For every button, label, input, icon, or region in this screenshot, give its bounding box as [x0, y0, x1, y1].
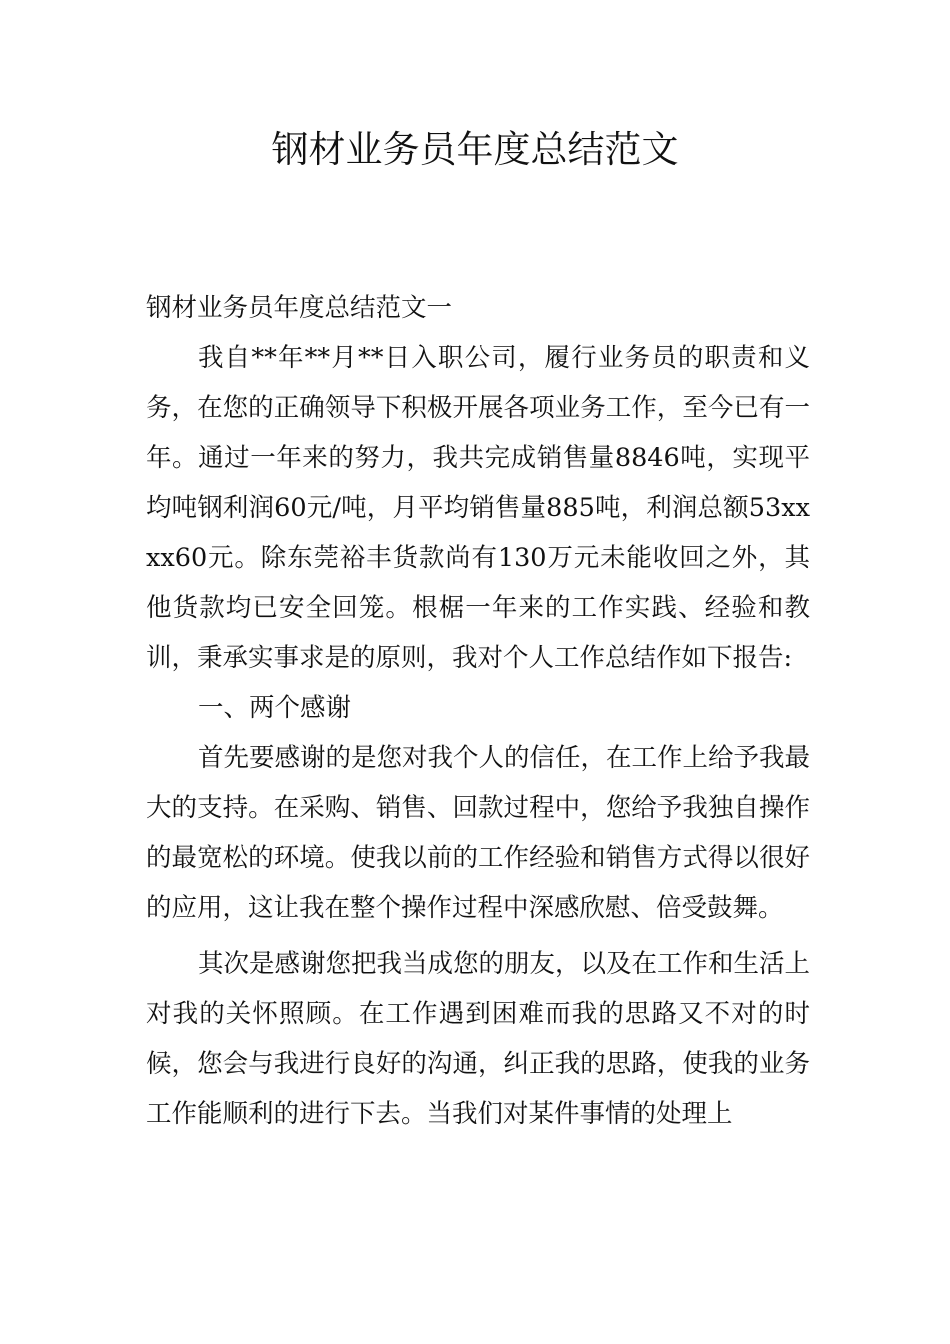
section-heading-thanks: 一、两个感谢	[198, 693, 352, 723]
paragraph-first-thanks: 首先要感谢的是您对我个人的信任，在工作上给予我最大的支持。在采购、销售、回款过程中，您给予我独自操作的最宽松的环境。使我以前的工作经验和销售方式得以很好的应用，这让我在整个操作过程中深感欣慰、倍受鼓舞。	[146, 743, 811, 923]
paragraph-second-thanks: 其次是感谢您把我当成您的朋友，以及在工作和生活上对我的关怀照顾。在工作遇到困难而我的思路又不对的时候，您会与我进行良好的沟通，纠正我的思路，使我的业务工作能顺利的进行下去。当我们对某件事情的处理上	[146, 949, 811, 1129]
document-body	[146, 283, 810, 1139]
document-title: 钢材业务员年度总结范文	[271, 128, 679, 171]
paragraph-intro: 我自**年**月**日入职公司，履行业务员的职责和义务，在您的正确领导下积极开展各项业务工作，至今已有一年。通过一年来的努力，我共完成销售量8846吨，实现平均吨钢利润60元/吨，月平均销售量885吨，利润总额53xxxx60元。除东莞裕丰货款尚有130万元未能收回之外，其他货款均已安全回笼。根椐一年来的工作实践、经验和教训，秉承实事求是的原则，我对个人工作总结作如下报告:	[146, 343, 810, 673]
section-heading: 钢材业务员年度总结范文一	[146, 293, 453, 323]
